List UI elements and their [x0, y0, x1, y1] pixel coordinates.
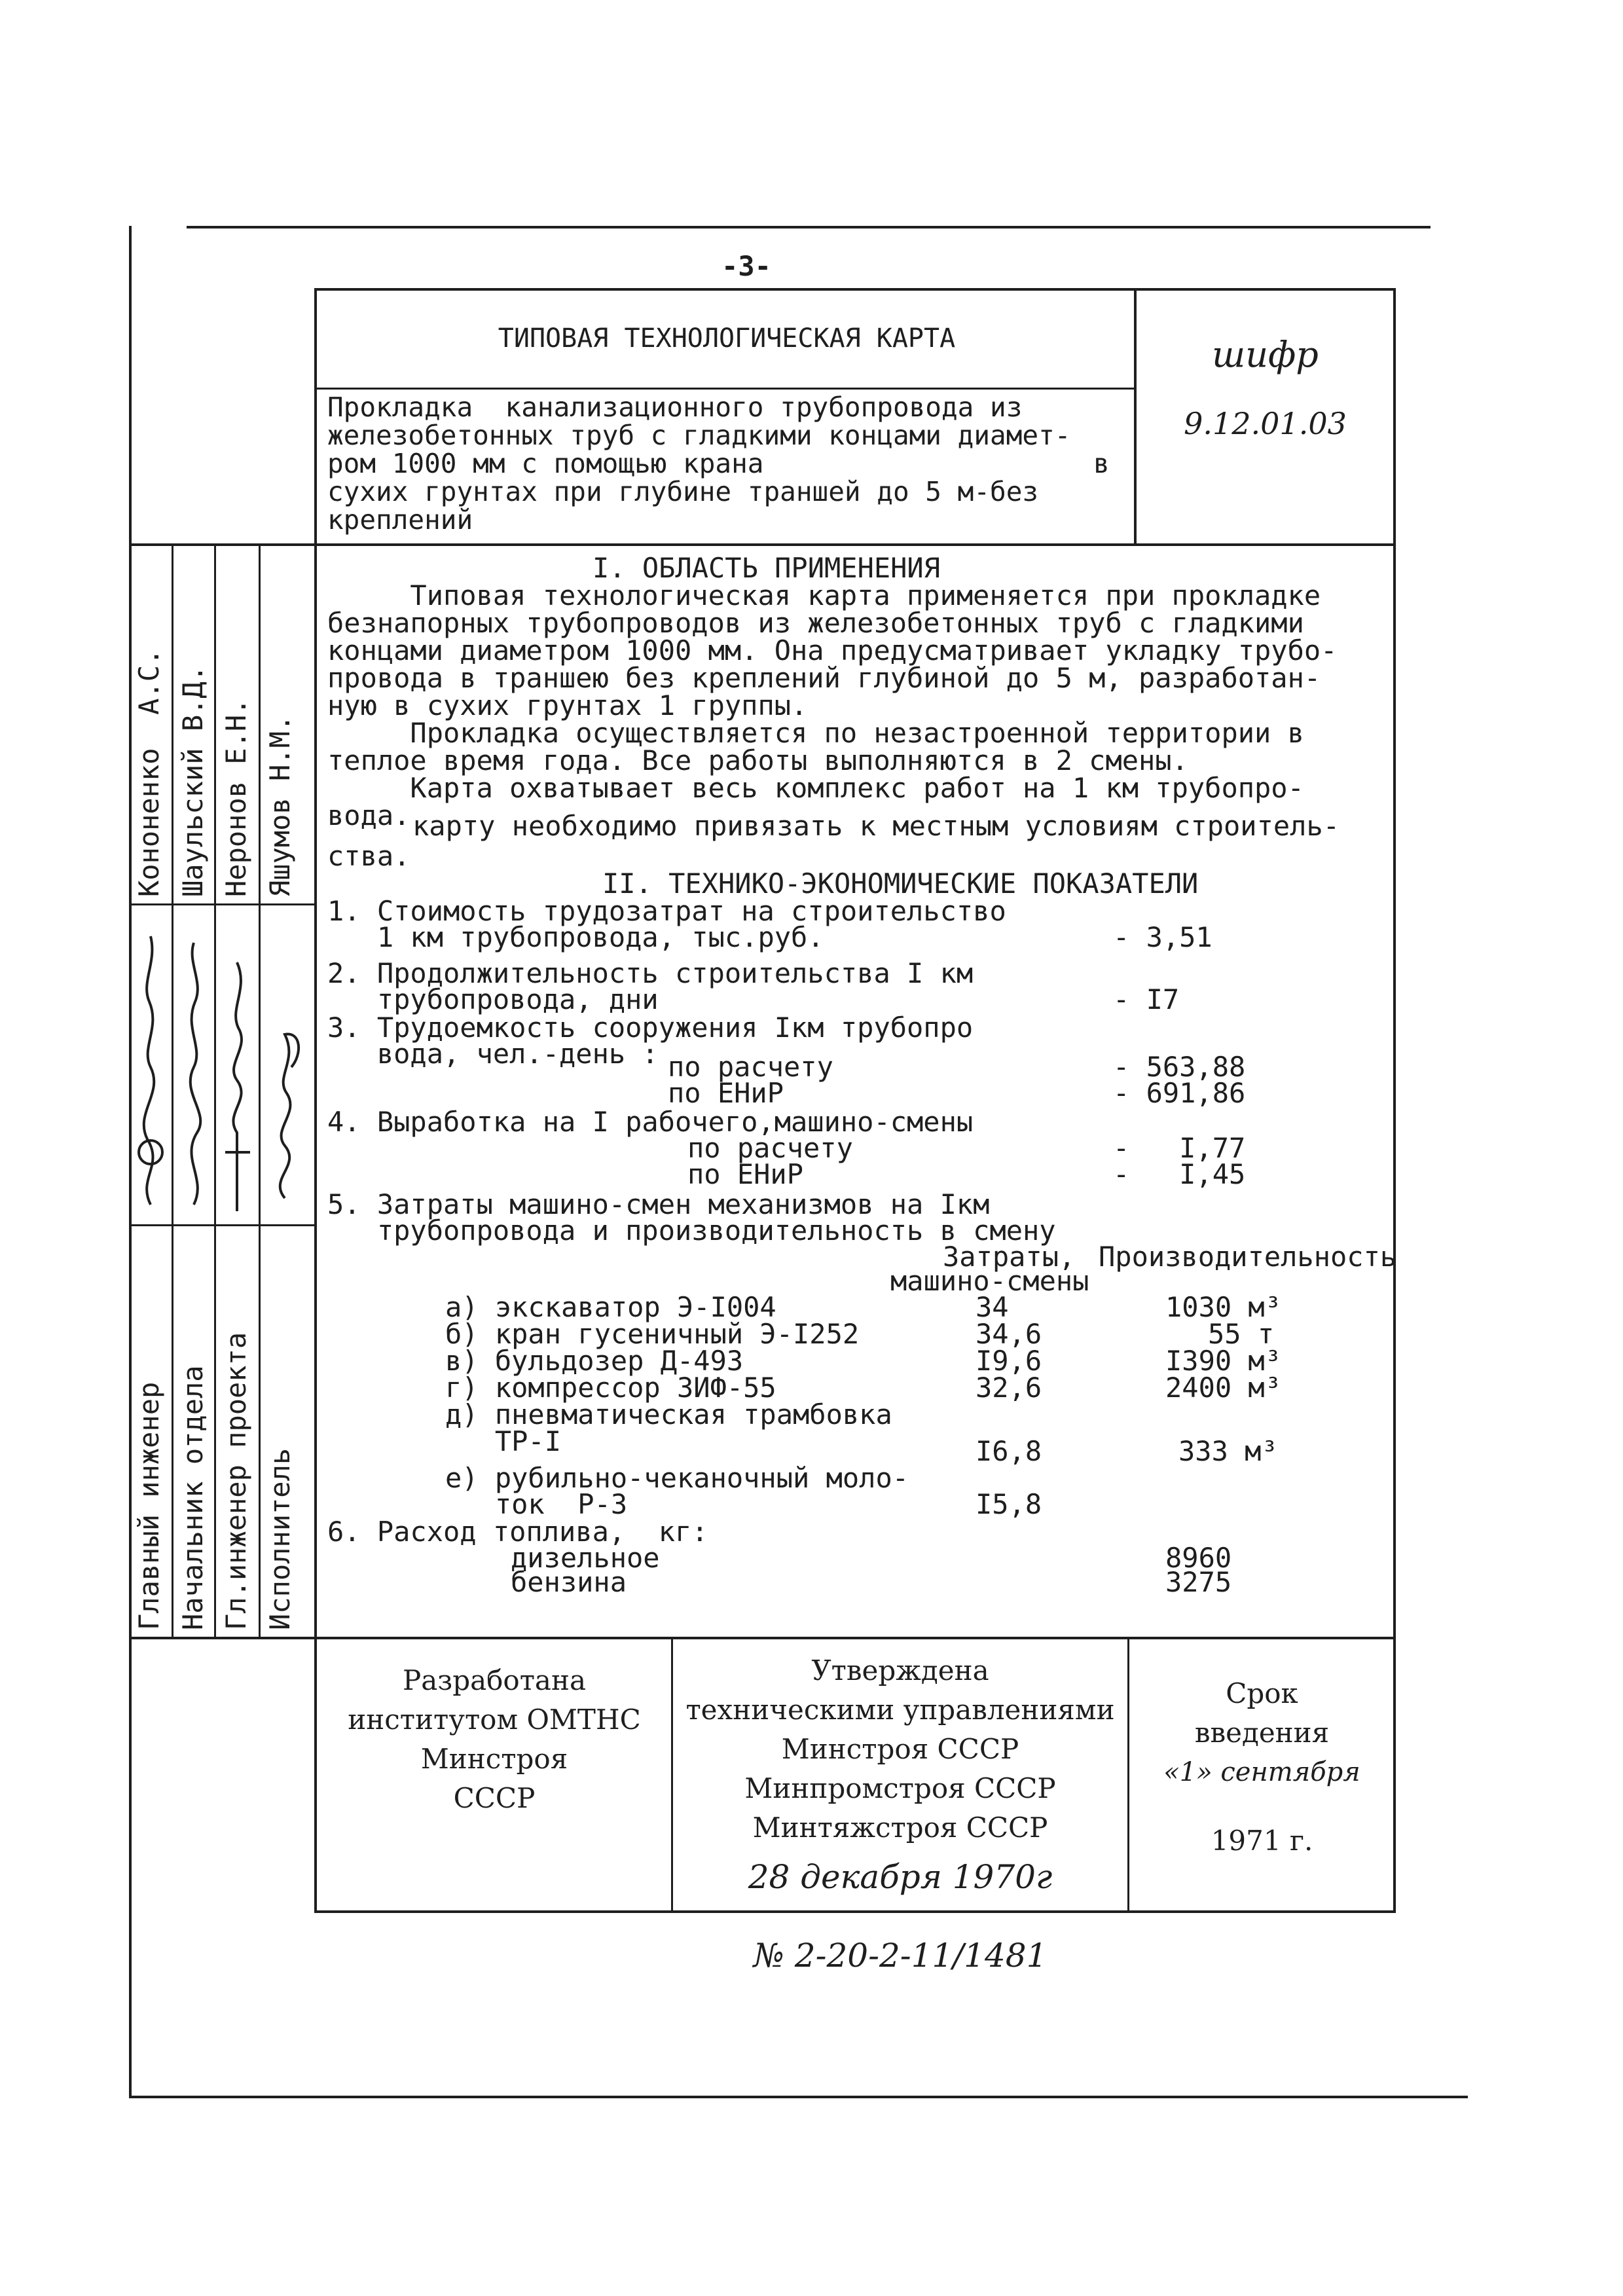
- machine-cost: I6,8: [976, 1435, 1042, 1467]
- subject-in: в: [1093, 448, 1110, 479]
- indicator-sub: по расчету: [687, 1132, 853, 1164]
- card-title: ТИПОВАЯ ТЕХНОЛОГИЧЕСКАЯ КАРТА: [498, 323, 956, 354]
- section1-line: Типовая технологическая карта применяется при прокладке: [327, 579, 1321, 611]
- machine-cost: I5,8: [976, 1488, 1042, 1520]
- side-role: Начальник отдела: [177, 1365, 209, 1630]
- indicator-value: - I,77: [1113, 1132, 1246, 1164]
- footer-bottom-line: [314, 1910, 1396, 1913]
- section1-line: ства.: [327, 840, 410, 872]
- footer-divider-1: [671, 1637, 673, 1912]
- side-name: Яшумов Н.М.: [264, 714, 296, 897]
- indicator-value: 8960: [1165, 1542, 1232, 1574]
- section1-line: безнапорных трубопроводов из железобетонных труб с гладкими: [327, 607, 1304, 639]
- side-row-line-2: [129, 1224, 316, 1226]
- approved-number: № 2-20-2-11/1481: [753, 1937, 1048, 1975]
- signature-3: [217, 936, 258, 1224]
- term-date: «1» сентября: [1163, 1757, 1360, 1787]
- indicator-label: 5. Затраты машино-смен механизмов на Iкм: [327, 1188, 990, 1220]
- indicator-value: 3275: [1165, 1566, 1232, 1598]
- section1-heading: I. ОБЛАСТЬ ПРИМЕНЕНИЯ: [593, 552, 941, 584]
- indicator-sub: по ЕНиР: [668, 1077, 784, 1109]
- side-role: Исполнитель: [264, 1448, 296, 1630]
- cipher-value: 9.12.01.03: [1184, 406, 1347, 441]
- developed-line: Минстроя: [420, 1743, 568, 1775]
- machine-cost: I9,6: [976, 1345, 1042, 1377]
- indicator-label: 2. Продолжительность строительства I км: [327, 957, 974, 989]
- bottom-border-line: [129, 2096, 1468, 2098]
- machine-prod: 1030 м³: [1165, 1291, 1282, 1323]
- machine-prod: I390 м³: [1165, 1345, 1282, 1377]
- indicator-sub: дизельное: [511, 1542, 660, 1574]
- approved-line: техническими управлениями: [685, 1694, 1115, 1726]
- machine-name: г) компрессор ЗИФ-55: [445, 1372, 776, 1404]
- indicator-value: - 691,86: [1113, 1077, 1246, 1109]
- machine-cost: 34,6: [976, 1318, 1042, 1350]
- approved-line: Минстроя СССР: [781, 1733, 1019, 1765]
- signature-1: [131, 917, 170, 1218]
- indicator-sub: бензина: [511, 1566, 627, 1598]
- indicator-label: трубопровода, дни: [327, 983, 659, 1015]
- section2-heading: II. ТЕХНИКО-ЭКОНОМИЧЕСКИЕ ПОКАЗАТЕЛИ: [602, 867, 1199, 900]
- top-border-line: [187, 226, 1431, 228]
- machine-prod: 55 т: [1208, 1318, 1275, 1350]
- indicator-value: - 3,51: [1113, 921, 1213, 953]
- column-header-productivity: Производительность: [1099, 1241, 1397, 1273]
- header-divider-vertical: [1134, 288, 1137, 545]
- term-year: 1971 г.: [1211, 1825, 1313, 1857]
- section1-line: Прокладка осуществляется по незастроенной территории в: [327, 717, 1304, 749]
- machine-name: ток Р-3: [445, 1488, 628, 1520]
- approved-line: Утверждена: [811, 1654, 989, 1686]
- header-top-line: [314, 288, 1395, 291]
- column-header-cost: Затраты,: [943, 1241, 1076, 1273]
- side-name: Неронов Е.Н.: [220, 698, 252, 897]
- machine-name: д) пневматическая трамбовка: [445, 1398, 892, 1430]
- footer-divider-2: [1127, 1637, 1129, 1912]
- indicator-label: 6. Расход топлива, кг:: [327, 1516, 708, 1548]
- side-role: Главный инженер: [133, 1381, 165, 1630]
- indicator-label: 1. Стоимость трудозатрат на строительство: [327, 895, 1006, 927]
- machine-name: ТР-I: [445, 1425, 562, 1457]
- indicator-sub: по расчету: [668, 1051, 833, 1083]
- side-col-line-2: [214, 545, 216, 1638]
- subject-line: железобетонных труб с гладкими концами диамет-: [327, 420, 1071, 451]
- machine-prod: 333 м³: [1178, 1435, 1278, 1467]
- subject-line: сухих грунтах при глубине траншей до 5 м-без: [327, 476, 1039, 507]
- machine-name: в) бульдозер Д-493: [445, 1345, 744, 1377]
- machine-name: е) рубильно-чеканочный моло-: [445, 1462, 909, 1494]
- header-title-underline: [314, 388, 1135, 390]
- section1-line: ную в сухих грунтах 1 группы.: [327, 689, 808, 721]
- right-border-line: [1393, 288, 1396, 1912]
- term-line: Срок: [1226, 1677, 1298, 1709]
- side-col-line-3: [259, 545, 261, 1638]
- indicator-label: трубопровода и производительность в смену: [327, 1214, 1056, 1247]
- side-role: Гл.инженер проекта: [220, 1332, 252, 1630]
- machine-name: а) экскаватор Э-I004: [445, 1291, 776, 1323]
- machine-prod: 2400 м³: [1165, 1372, 1282, 1404]
- developed-line: институтом ОМТНС: [348, 1704, 641, 1736]
- approved-line: Минпромстроя СССР: [744, 1772, 1056, 1804]
- side-row-line-1: [129, 903, 316, 905]
- signature-2: [174, 930, 213, 1218]
- section1-line: Карта охватывает весь комплекс работ на 1 км трубопро-: [327, 772, 1304, 804]
- approved-date: 28 декабря 1970г: [748, 1858, 1053, 1896]
- indicator-label: вода, чел.-день :: [327, 1038, 659, 1070]
- cipher-label: шифр: [1212, 334, 1319, 375]
- section1-voda: вода.: [327, 799, 410, 831]
- developed-line: Разработана: [402, 1664, 586, 1696]
- side-col-line-1: [172, 545, 173, 1638]
- section1-line: теплое время года. Все работы выполняются в 2 смены.: [327, 744, 1188, 776]
- machine-cost: 34: [976, 1291, 1009, 1323]
- indicator-label: 3. Трудоемкость сооружения Iкм трубопро: [327, 1011, 974, 1044]
- machine-name: б) кран гусеничный Э-I252: [445, 1318, 860, 1350]
- page-number: -3-: [721, 250, 771, 282]
- developed-line: СССР: [453, 1782, 536, 1814]
- indicator-sub: по ЕНиР: [687, 1158, 804, 1190]
- indicator-label: 1 км трубопровода, тыс.руб.: [327, 921, 824, 953]
- subject-line: ром 1000 мм с помощью крана: [327, 448, 764, 479]
- section1-line: концами диаметром 1000 мм. Она предусматривает укладку трубо-: [327, 634, 1338, 666]
- indicator-value: - 563,88: [1113, 1051, 1246, 1083]
- header-bottom-line: [129, 543, 1396, 546]
- indicator-value: - I7: [1113, 983, 1180, 1015]
- side-name: Шаульский В.Д.: [177, 665, 209, 897]
- column-header-cost-unit: машино-смены: [890, 1265, 1089, 1297]
- section1-line: провода в траншею без креплений глубиной до 5 м, разработан-: [327, 662, 1321, 694]
- approved-line: Минтяжстроя СССР: [752, 1812, 1048, 1844]
- footer-top-line: [129, 1637, 1396, 1639]
- subject-line: Прокладка канализационного трубопровода из: [327, 392, 1023, 423]
- indicator-value: - I,45: [1113, 1158, 1246, 1190]
- indicator-label: 4. Выработка на I рабочего,машино-смены: [327, 1106, 974, 1138]
- header-left-line: [314, 288, 317, 1912]
- signature-4: [262, 1015, 308, 1211]
- machine-cost: 32,6: [976, 1372, 1042, 1404]
- side-name: Кононенко А.С.: [133, 648, 165, 897]
- term-line: введения: [1194, 1717, 1330, 1749]
- section1-line: карту необходимо привязать к местным условиям строитель-: [412, 810, 1340, 842]
- subject-line: креплений: [327, 504, 473, 536]
